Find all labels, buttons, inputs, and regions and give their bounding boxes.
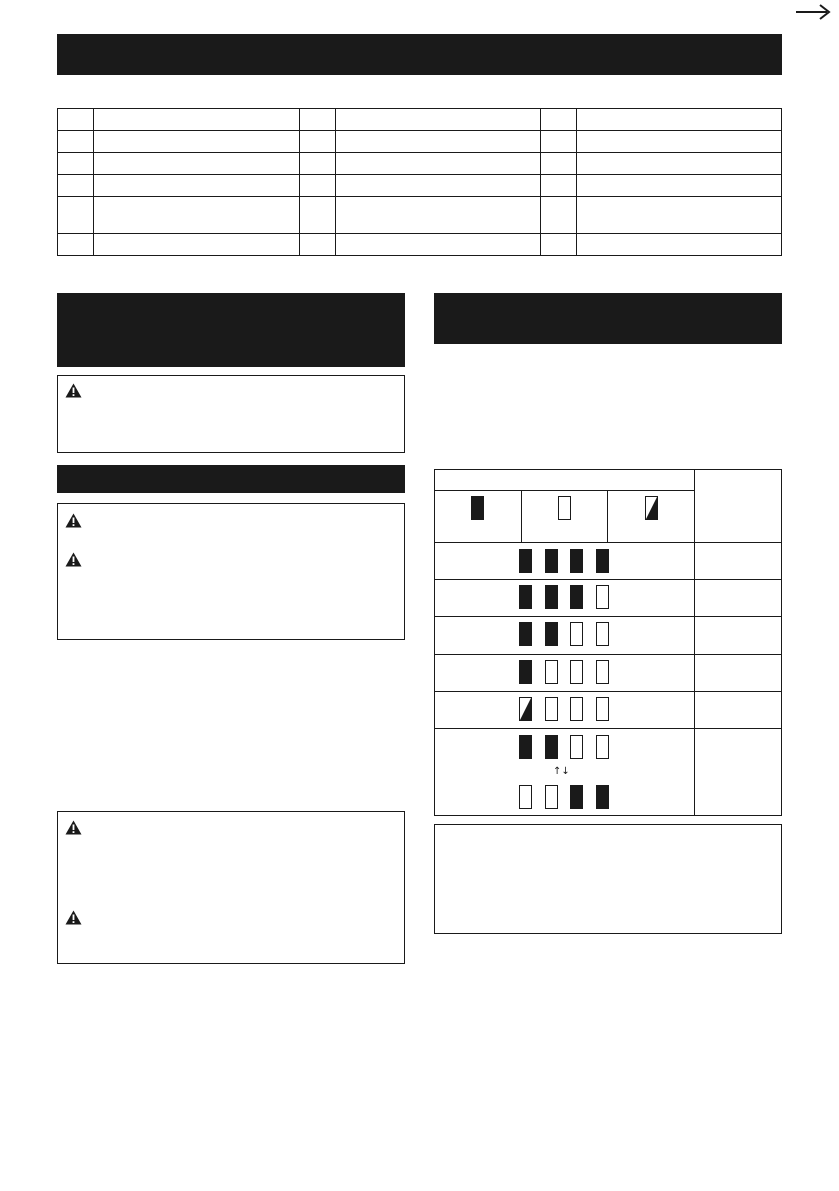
section-header-bar bbox=[57, 34, 782, 75]
table-row bbox=[58, 131, 782, 153]
table-row bbox=[58, 197, 782, 234]
arrow-right-icon bbox=[794, 2, 834, 22]
caution-box bbox=[57, 503, 405, 640]
warning-triangle-icon bbox=[65, 820, 82, 835]
table-row bbox=[58, 109, 782, 131]
warning-triangle-icon bbox=[65, 552, 82, 567]
note-box bbox=[434, 824, 782, 934]
legend-lit-lamp bbox=[471, 496, 484, 520]
table-row bbox=[58, 153, 782, 175]
caution-box bbox=[57, 811, 405, 964]
table-row bbox=[58, 175, 782, 197]
warning-triangle-icon bbox=[65, 513, 82, 528]
subsection-header-bar bbox=[57, 465, 405, 493]
parts-table bbox=[57, 108, 782, 256]
alternating-arrows: ↑↓ bbox=[553, 766, 570, 777]
left-section-header-bar bbox=[57, 293, 405, 367]
legend-blinking-lamp bbox=[645, 496, 658, 520]
legend-off-lamp bbox=[558, 496, 571, 520]
right-section-header-bar bbox=[434, 293, 782, 344]
warning-triangle-icon bbox=[65, 910, 82, 925]
warning-triangle-icon bbox=[65, 383, 82, 398]
warning-box bbox=[57, 375, 405, 453]
table-row bbox=[58, 234, 782, 256]
